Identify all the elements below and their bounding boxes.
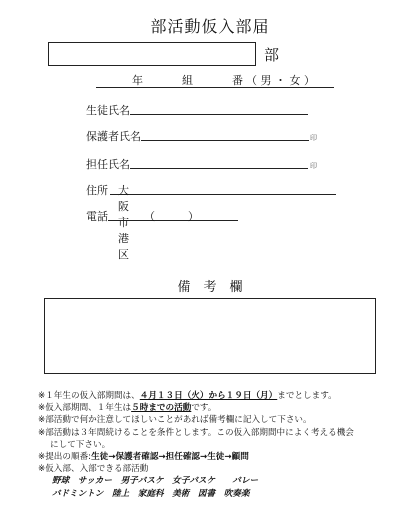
student-name-field[interactable] (130, 114, 308, 115)
note-trial-period: ※１年生の仮入部期間は、４月１３日（火）から１９日（月）までとします。 (38, 391, 337, 401)
address-prefilled-value: 大阪市港区 (118, 184, 129, 261)
notes-section (38, 390, 413, 500)
address-label: 住所 (86, 184, 108, 197)
guardian-name-row (86, 128, 317, 144)
activity-end-time: ５時までの活動 (131, 403, 192, 414)
trial-period-dates: ４月１３日（火）から１９日（月） (139, 391, 278, 401)
phone-area-code-brackets: （ ） (144, 210, 199, 223)
remarks-title: 備 考 欄 (177, 280, 243, 295)
note-remarks-usage: ※部活動で何か注意してほしいことがあれば備考欄に記入して下さい。 (38, 415, 312, 426)
number-label: 番 (232, 74, 243, 87)
student-name-label: 生徒氏名 (86, 104, 130, 117)
club-name-field[interactable] (48, 42, 256, 66)
teacher-seal-mark: 印 (310, 162, 317, 170)
student-name-row (86, 102, 130, 118)
grade-class-number-row (96, 72, 334, 88)
note-available-clubs: ※仮入部、入部できる部活動 (38, 464, 149, 475)
guardian-name-label: 保護者氏名 (86, 130, 141, 143)
phone-label: 電話 (86, 210, 108, 223)
teacher-name-label: 担任氏名 (86, 158, 130, 171)
remarks-field[interactable] (44, 298, 376, 374)
guardian-name-field[interactable] (141, 140, 309, 141)
note-submission-order: ※提出の順番:生徒→保護者確認→担任確認→生徒→顧問 (38, 452, 249, 463)
note-three-year-condition-cont: にして下さい。 (50, 439, 111, 450)
teacher-name-row (86, 156, 317, 172)
address-field[interactable] (110, 194, 336, 195)
form-title: 部活動仮入部届 (150, 17, 270, 36)
note-activity-time: ※仮入部期間、１年生は５時までの活動です。 (38, 403, 217, 414)
grade-label: 年 (132, 74, 143, 87)
club-suffix-label: 部 (264, 46, 280, 64)
teacher-name-field[interactable] (130, 168, 308, 169)
note-three-year-condition: ※部活動は３年間続けることを条件とします。この仮入部期間中によく考える機会 (38, 427, 354, 438)
phone-row (86, 208, 199, 224)
class-label: 組 (182, 74, 193, 87)
submission-order-sequence: 生徒→保護者確認→担任確認→生徒→顧問 (91, 452, 249, 463)
club-list-line-2: バドミントン 陸上 家庭科 美術 図書 吹奏楽 (52, 488, 250, 499)
gender-choice[interactable]: （ 男 ・ 女 ） (246, 74, 315, 87)
club-list-line-1: 野球 サッカー 男子バスケ 女子バスケ バレー (52, 476, 259, 487)
guardian-seal-mark: 印 (310, 134, 317, 142)
